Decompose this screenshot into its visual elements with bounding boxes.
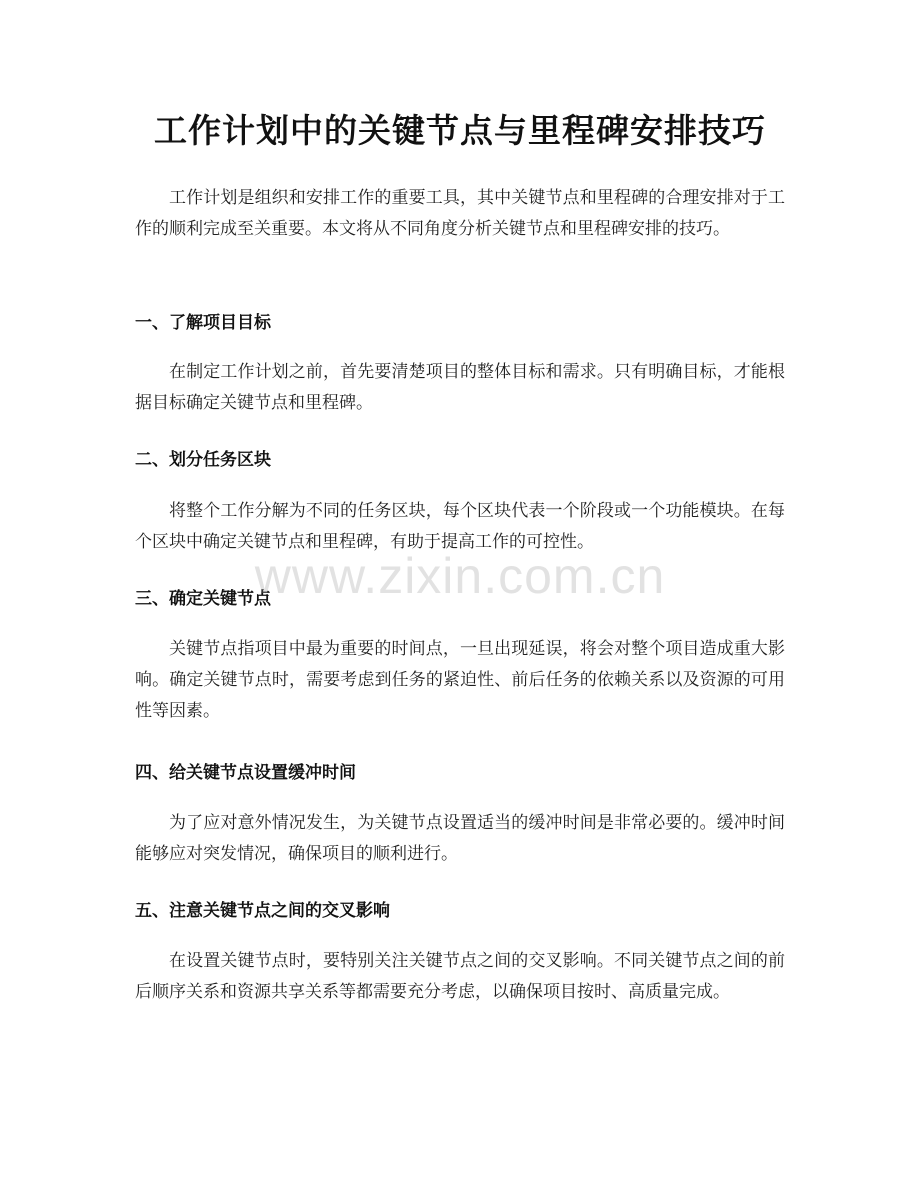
document-title: 工作计划中的关键节点与里程碑安排技巧 (154, 111, 766, 150)
section-2-heading: 二、划分任务区块 (135, 450, 271, 470)
section-1-body: 在制定工作计划之前，首先要清楚项目的整体目标和需求。只有明确目标，才能根据目标确定关键节点和里程碑。 (135, 362, 785, 413)
section-5-body: 在设置关键节点时，要特别关注关键节点之间的交叉影响。不同关键节点之间的前后顺序关系和资源共享关系等都需要充分考虑，以确保项目按时、高质量完成。 (135, 951, 785, 1002)
watermark: www.zixin.com.cn (254, 548, 666, 604)
section-4-body: 为了应对意外情况发生，为关键节点设置适当的缓冲时间是非常必要的。缓冲时间能够应对突发情况，确保项目的顺利进行。 (135, 813, 785, 864)
section-4-heading: 四、给关键节点设置缓冲时间 (135, 763, 356, 783)
section-2-body: 将整个工作分解为不同的任务区块，每个区块代表一个阶段或一个功能模块。在每个区块中确定关键节点和里程碑，有助于提高工作的可控性。 (135, 501, 785, 552)
intro-paragraph: 工作计划是组织和安排工作的重要工具，其中关键节点和里程碑的合理安排对于工作的顺利完成至关重要。本文将从不同角度分析关键节点和里程碑安排的技巧。 (135, 188, 785, 239)
section-3-body: 关键节点指项目中最为重要的时间点，一旦出现延误，将会对整个项目造成重大影响。确定关键节点时，需要考虑到任务的紧迫性、前后任务的依赖关系以及资源的可用性等因素。 (135, 639, 785, 721)
section-3-heading: 三、确定关键节点 (135, 589, 271, 609)
section-1-heading: 一、了解项目目标 (135, 313, 271, 333)
section-5-heading: 五、注意关键节点之间的交叉影响 (135, 901, 390, 921)
